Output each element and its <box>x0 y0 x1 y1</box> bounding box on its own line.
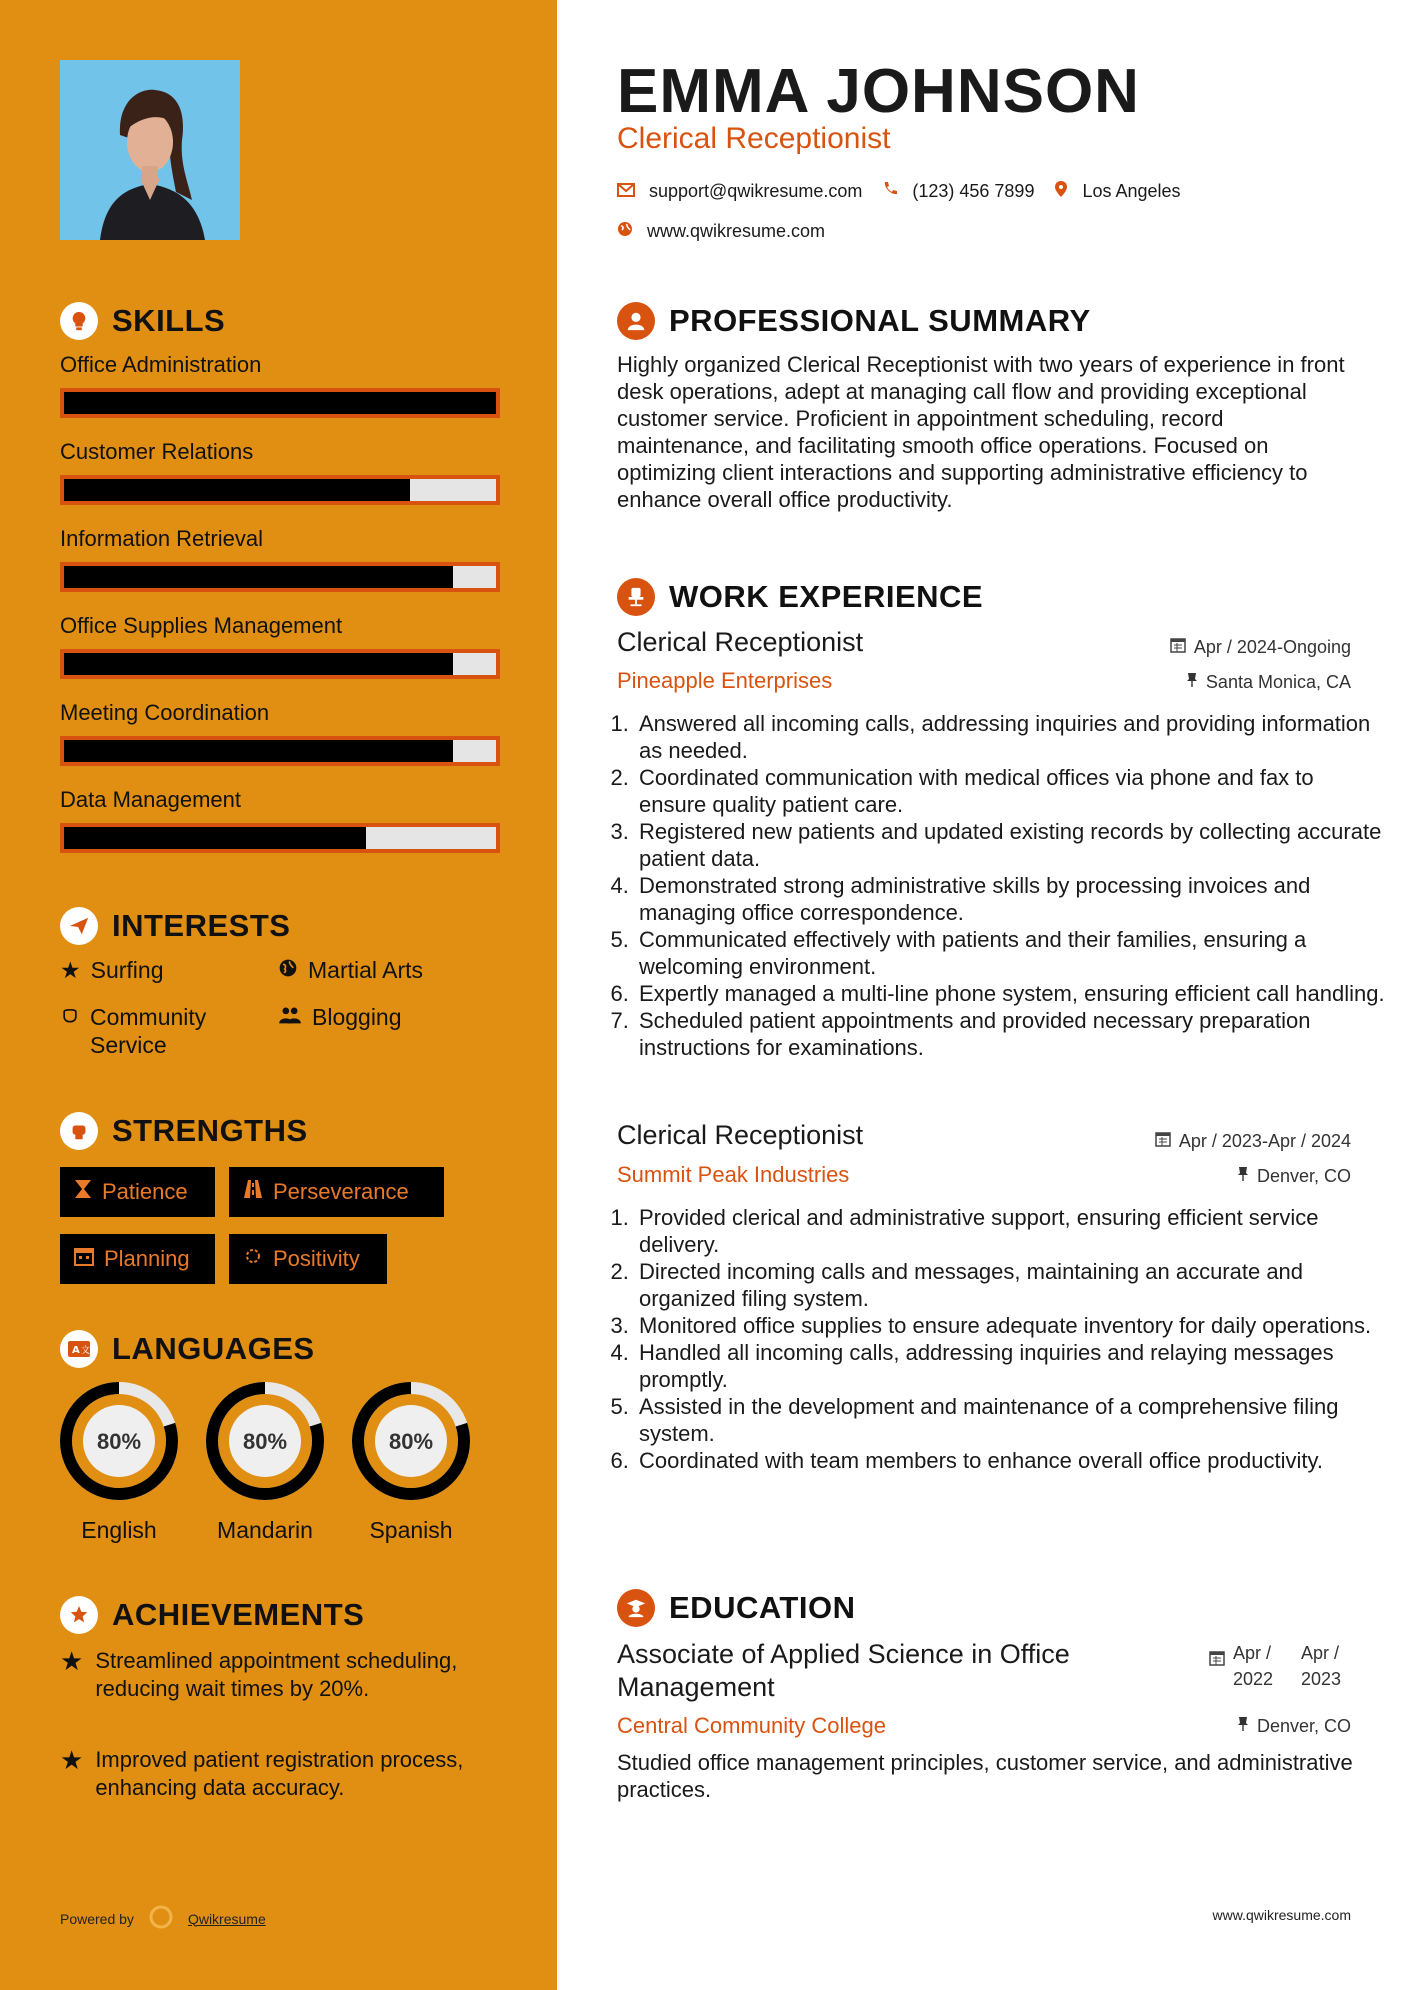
job-bullet: 3. Registered new patients and updated existing records by collecting accurate patient data. <box>635 818 1387 872</box>
achievement-item <box>60 1746 510 1802</box>
skill-item <box>60 439 500 505</box>
email-text[interactable]: support@qwikresume.com <box>649 181 863 201</box>
language-percent: 80% <box>96 1429 142 1454</box>
education-dates <box>1209 1640 1351 1692</box>
job-location-text: Santa Monica, CA <box>1205 672 1351 692</box>
skill-fill <box>64 566 453 588</box>
skill-label: Office Supplies Management <box>60 613 343 638</box>
user-icon <box>617 302 655 340</box>
strength-badge <box>229 1234 387 1284</box>
job-bullet: 1. Provided clerical and administrative support, ensuring efficient service delivery. <box>635 1204 1387 1258</box>
office-chair-icon <box>617 578 655 616</box>
skills-heading <box>60 302 225 340</box>
education-start: Apr / 2022 <box>1233 1643 1274 1689</box>
svg-text:文: 文 <box>81 1346 91 1356</box>
skill-fill <box>64 479 410 501</box>
job-bullet: 2. Directed incoming calls and messages, maintaining an accurate and organized filing system. <box>635 1258 1387 1312</box>
skill-label: Meeting Coordination <box>60 700 270 725</box>
language-label: Mandarin <box>217 1517 313 1543</box>
section-title: WORK EXPERIENCE <box>669 579 984 614</box>
website-row <box>617 221 825 242</box>
skill-item <box>60 613 500 679</box>
language-item <box>350 1380 472 1544</box>
education-location-text: Denver, CO <box>1256 1716 1351 1736</box>
section-title: LANGUAGES <box>112 1331 315 1366</box>
phone-text[interactable]: (123) 456 7899 <box>912 181 1035 201</box>
skill-fill <box>64 827 366 849</box>
job-bullet: 5. Assisted in the development and maintenance of a comprehensive filing system. <box>635 1393 1387 1447</box>
job-bullet: 2. Coordinated communication with medical offices via phone and fax to ensure quality patient care. <box>635 764 1387 818</box>
candidate-name: EMMA JOHNSON <box>617 57 1140 126</box>
calendar-icon <box>1170 637 1186 658</box>
location-text: Los Angeles <box>1082 181 1181 201</box>
job-bullet: 7. Scheduled patient appointments and provided necessary preparation instructions for examinations. <box>635 1007 1387 1061</box>
job-dates <box>1170 637 1351 658</box>
strengths-heading <box>60 1112 308 1150</box>
skill-bar <box>60 736 500 766</box>
skill-label: Customer Relations <box>60 439 254 464</box>
envelope-icon <box>617 181 635 202</box>
language-percent: 80% <box>242 1429 288 1454</box>
footer-powered <box>60 1904 266 1933</box>
job-dates-text: Apr / 2024-Ongoing <box>1193 637 1351 657</box>
star-icon: ★ <box>60 1745 84 1775</box>
footer-website[interactable]: www.qwikresume.com <box>1212 1907 1351 1923</box>
skill-bar <box>60 562 500 592</box>
strength-label: Planning <box>104 1246 190 1271</box>
education-heading <box>617 1589 855 1627</box>
language-item <box>58 1380 180 1544</box>
phone-icon <box>882 181 898 202</box>
education-location <box>1237 1716 1351 1737</box>
skill-label: Data Management <box>60 787 241 812</box>
achievements-heading <box>60 1596 364 1634</box>
interest-item <box>278 1003 402 1031</box>
powered-by-text: Powered by <box>60 1910 134 1927</box>
section-title: EDUCATION <box>669 1590 856 1625</box>
language-donut <box>204 1380 326 1502</box>
qwikresume-logo-icon <box>148 1904 174 1933</box>
users-icon <box>278 1003 302 1031</box>
sidebar <box>0 0 557 1990</box>
translate-icon <box>60 1330 98 1368</box>
hand-icon <box>60 1003 80 1031</box>
contact-row <box>617 180 1181 203</box>
language-donut <box>350 1380 472 1502</box>
pushpin-icon <box>1237 1716 1249 1737</box>
main-content <box>557 0 1407 1990</box>
star-icon: ★ <box>60 957 81 983</box>
school-name: Central Community College <box>617 1713 886 1738</box>
trophy-icon <box>60 1596 98 1634</box>
candidate-role: Clerical Receptionist <box>617 122 891 155</box>
profile-photo <box>60 60 240 240</box>
section-title: SKILLS <box>112 303 226 338</box>
strength-label: Patience <box>102 1179 188 1204</box>
star-icon: ★ <box>60 1646 84 1676</box>
paper-plane-icon <box>60 907 98 945</box>
interests-heading <box>60 907 290 945</box>
job-bullets <box>617 1204 1387 1474</box>
section-title: INTERESTS <box>112 908 291 943</box>
road-icon <box>243 1179 263 1205</box>
summary-text: Highly organized Clerical Receptionist with two years of experience in front desk operations, adept at managing call flow and providing exceptional customer service. Proficient in appointment scheduling, record maintenance, and facilitating smooth office operations. Focused on optimizing client interactions and supporting administrative efficiency to enhance overall office productivity. <box>617 352 1345 512</box>
skill-item <box>60 352 500 418</box>
job-location-text: Denver, CO <box>1256 1166 1351 1186</box>
education-description: Studied office management principles, customer service, and administrative practices. <box>617 1750 1353 1802</box>
svg-text:A: A <box>72 1345 80 1356</box>
section-title: ACHIEVEMENTS <box>112 1597 365 1632</box>
job-location <box>1186 672 1351 693</box>
language-percent: 80% <box>388 1429 434 1454</box>
job-dates <box>1155 1131 1351 1152</box>
lightbulb-icon <box>60 302 98 340</box>
job-bullet: 1. Answered all incoming calls, addressing inquiries and providing information as needed. <box>635 710 1387 764</box>
company-name: Summit Peak Industries <box>617 1162 850 1187</box>
skill-label: Information Retrieval <box>60 526 263 551</box>
language-item <box>204 1380 326 1544</box>
skill-fill <box>64 392 496 414</box>
interest-label: Surfing <box>90 957 164 983</box>
skill-label: Office Administration <box>60 352 262 377</box>
interest-label: Martial Arts <box>308 957 424 983</box>
section-title: PROFESSIONAL SUMMARY <box>669 303 1091 338</box>
achievement-item <box>60 1647 510 1703</box>
section-title: STRENGTHS <box>112 1113 308 1148</box>
skill-bar <box>60 649 500 679</box>
achievement-text: Improved patient registration process, enhancing data accuracy. <box>95 1747 464 1800</box>
calendar-icon <box>1209 1650 1225 1671</box>
degree-title: Associate of Applied Science in Office Management <box>617 1639 1070 1702</box>
interest-label: Blogging <box>312 1004 402 1030</box>
skill-item <box>60 526 500 592</box>
fist-icon <box>60 1112 98 1150</box>
strength-badge <box>60 1167 215 1217</box>
hourglass-icon <box>74 1179 92 1205</box>
brand-link[interactable]: Qwikresume <box>187 1910 266 1927</box>
website-text[interactable]: www.qwikresume.com <box>647 221 826 241</box>
pushpin-icon <box>1237 1166 1249 1187</box>
calendar-icon <box>1155 1131 1171 1152</box>
graduate-icon <box>617 1589 655 1627</box>
skill-item <box>60 700 500 766</box>
skill-bar <box>60 475 500 505</box>
job-bullet: 4. Handled all incoming calls, addressing inquiries and relaying messages promptly. <box>635 1339 1387 1393</box>
achievement-text: Streamlined appointment scheduling, reducing wait times by 20%. <box>95 1648 458 1701</box>
interest-item <box>60 1003 260 1059</box>
job-bullets <box>617 710 1387 1061</box>
globe-icon <box>278 956 298 984</box>
language-label: Spanish <box>369 1517 453 1543</box>
languages-heading <box>60 1330 315 1368</box>
calendar-icon <box>74 1246 94 1272</box>
strength-badge <box>60 1234 215 1284</box>
interest-label: Community Service <box>90 1004 207 1058</box>
skill-item <box>60 787 500 853</box>
job-bullet: 6. Coordinated with team members to enhance overall office productivity. <box>635 1447 1387 1474</box>
skill-fill <box>64 653 453 675</box>
location-pin-icon <box>1054 180 1068 203</box>
strength-label: Perseverance <box>273 1179 409 1204</box>
company-name: Pineapple Enterprises <box>617 668 833 693</box>
skill-bar <box>60 823 500 853</box>
job-title: Clerical Receptionist <box>617 1120 864 1150</box>
job-bullet: 5. Communicated effectively with patients and their families, ensuring a welcoming environment. <box>635 926 1387 980</box>
skill-bar <box>60 388 500 418</box>
interest-item <box>278 956 423 984</box>
job-location <box>1237 1166 1351 1187</box>
strength-label: Positivity <box>273 1246 360 1271</box>
pushpin-icon <box>1186 672 1198 693</box>
sun-icon <box>243 1246 263 1272</box>
globe-icon <box>617 221 633 242</box>
interest-item <box>60 956 164 984</box>
skill-fill <box>64 740 453 762</box>
job-dates-text: Apr / 2023-Apr / 2024 <box>1178 1131 1351 1151</box>
job-bullet: 4. Demonstrated strong administrative skills by processing invoices and managing office correspondence. <box>635 872 1387 926</box>
language-label: English <box>81 1517 157 1543</box>
experience-heading <box>617 578 983 616</box>
language-donut <box>58 1380 180 1502</box>
education-end: Apr / 2023 <box>1301 1643 1342 1689</box>
job-bullet: 6. Expertly managed a multi-line phone system, ensuring efficient call handling. <box>635 980 1387 1007</box>
job-bullet: 3. Monitored office supplies to ensure adequate inventory for daily operations. <box>635 1312 1387 1339</box>
job-title: Clerical Receptionist <box>617 627 864 657</box>
strength-badge <box>229 1167 444 1217</box>
summary-heading <box>617 302 1091 340</box>
